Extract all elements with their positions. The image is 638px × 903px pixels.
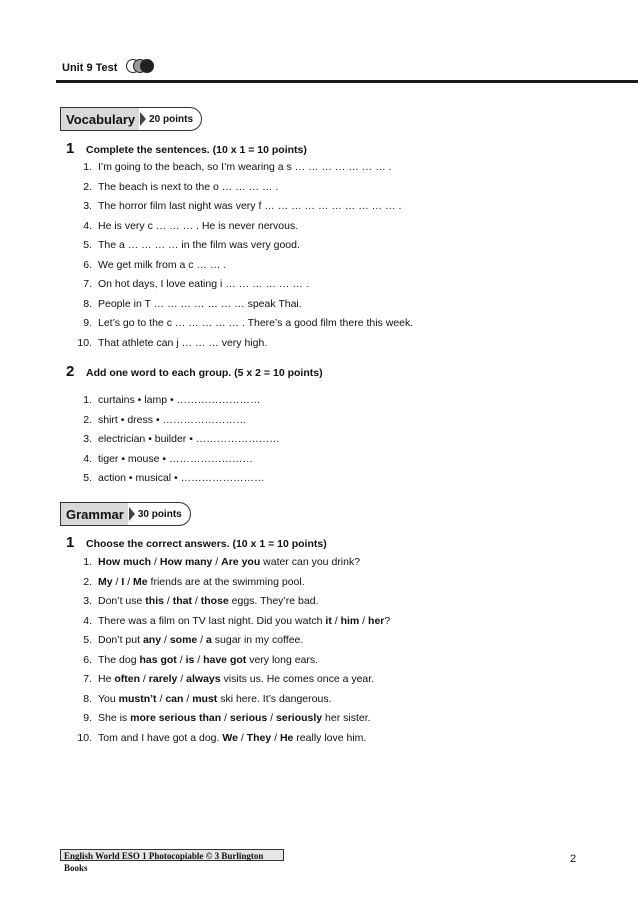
header-rule bbox=[56, 80, 638, 83]
page-number: 2 bbox=[570, 853, 577, 865]
item-text: Don’t use this / that / those eggs. They’re bad. bbox=[98, 595, 319, 607]
list-item bbox=[72, 615, 390, 627]
copyright-footer: English World ESO 1 Photocopiable © 3 Burlington Books bbox=[60, 849, 284, 861]
item-text: My / I / Me friends are at the swimming pool. bbox=[98, 575, 305, 588]
item-number: 1. bbox=[83, 394, 92, 406]
list-item bbox=[72, 414, 247, 426]
list-item bbox=[72, 673, 374, 685]
item-number: 3. bbox=[83, 595, 92, 607]
item-number: 5. bbox=[83, 472, 92, 484]
item-number: 5. bbox=[83, 239, 92, 251]
item-text: People in T … … … … … … … speak Thai. bbox=[98, 297, 302, 310]
list-item bbox=[72, 712, 371, 724]
item-number: 8. bbox=[83, 692, 92, 705]
list-item bbox=[72, 732, 366, 744]
item-text: tiger • mouse • …………………… bbox=[98, 452, 253, 465]
list-item bbox=[72, 278, 309, 290]
item-number: 7. bbox=[83, 673, 92, 685]
section-points: 30 points bbox=[137, 508, 182, 520]
list-item bbox=[72, 337, 267, 349]
item-number: 4. bbox=[83, 219, 92, 232]
exercise-instruction: Complete the sentences. (10 x 1 = 10 points) bbox=[86, 144, 307, 156]
item-number: 6. bbox=[83, 258, 92, 271]
list-item bbox=[72, 433, 280, 445]
vocab-exercise-1-heading bbox=[66, 140, 307, 157]
item-number: 1. bbox=[83, 161, 92, 173]
list-item bbox=[72, 394, 261, 406]
item-text: There was a film on TV last night. Did you watch it / him / her? bbox=[98, 614, 391, 627]
item-number: 6. bbox=[83, 653, 92, 666]
item-number: 3. bbox=[83, 200, 92, 212]
item-text: The a … … … … in the film was very good. bbox=[98, 239, 300, 251]
list-item bbox=[72, 239, 300, 251]
item-number: 1. bbox=[83, 556, 92, 568]
unit-title: Unit 9 Test bbox=[62, 62, 118, 74]
list-item bbox=[72, 472, 265, 484]
item-text: How much / How many / Are you water can you drink? bbox=[98, 556, 361, 568]
item-text: The dog has got / is / have got very long ears. bbox=[98, 653, 319, 666]
list-item bbox=[72, 317, 413, 329]
item-text: That athlete can j … … … very high. bbox=[98, 336, 268, 349]
vocabulary-section-tab bbox=[60, 107, 202, 131]
item-text: She is more serious than / serious / seriously her sister. bbox=[98, 712, 371, 724]
grammar-exercise-1-heading bbox=[66, 534, 327, 551]
item-text: You mustn’t / can / must ski here. It’s dangerous. bbox=[98, 692, 332, 705]
item-text: Let’s go to the c … … … … … . There’s a good film there this week. bbox=[98, 317, 414, 329]
item-number: 4. bbox=[83, 452, 92, 465]
item-number: 8. bbox=[83, 297, 92, 310]
unit-dots-icon bbox=[126, 59, 154, 73]
item-number: 9. bbox=[83, 317, 92, 329]
section-name: Vocabulary bbox=[60, 108, 139, 130]
list-item bbox=[72, 693, 331, 705]
list-item bbox=[72, 181, 278, 193]
list-item bbox=[72, 556, 360, 568]
item-text: He is very c … … … . He is never nervous. bbox=[98, 219, 299, 232]
item-number: 9. bbox=[83, 712, 92, 724]
item-text: The horror film last night was very f … … … … … … … … … … . bbox=[98, 200, 402, 212]
item-number: 4. bbox=[83, 614, 92, 627]
exercise-instruction: Choose the correct answers. (10 x 1 = 10 points) bbox=[86, 538, 327, 550]
vocab-exercise-2-heading bbox=[66, 363, 323, 380]
arrow-icon bbox=[140, 112, 146, 126]
item-number: 2. bbox=[83, 413, 92, 426]
list-item bbox=[72, 654, 318, 666]
item-text: action • musical • …………………… bbox=[98, 472, 265, 484]
list-item bbox=[72, 634, 303, 646]
item-text: Don’t put any / some / a sugar in my coffee. bbox=[98, 634, 304, 646]
exercise-number: 1 bbox=[66, 534, 75, 551]
list-item bbox=[72, 220, 298, 232]
item-text: We get milk from a c … … . bbox=[98, 258, 227, 271]
item-text: curtains • lamp • …………………… bbox=[98, 394, 261, 406]
grammar-section-tab bbox=[60, 502, 191, 526]
list-item bbox=[72, 200, 401, 212]
item-number: 2. bbox=[83, 180, 92, 193]
list-item bbox=[72, 298, 302, 310]
item-number: 2. bbox=[83, 575, 92, 588]
exercise-number: 2 bbox=[66, 363, 75, 380]
item-text: Tom and I have got a dog. We / They / He really love him. bbox=[98, 731, 367, 744]
list-item bbox=[72, 161, 392, 173]
item-text: The beach is next to the o … … … … . bbox=[98, 180, 279, 193]
item-text: shirt • dress • …………………… bbox=[98, 413, 247, 426]
section-name: Grammar bbox=[60, 503, 128, 525]
list-item bbox=[72, 595, 318, 607]
item-number: 10. bbox=[77, 336, 92, 349]
item-number: 7. bbox=[83, 278, 92, 290]
arrow-icon bbox=[129, 507, 135, 521]
item-text: I’m going to the beach, so I’m wearing a s … … … … … … … . bbox=[98, 161, 392, 173]
item-number: 10. bbox=[77, 731, 92, 744]
item-text: He often / rarely / always visits us. He comes once a year. bbox=[98, 673, 375, 685]
item-number: 3. bbox=[83, 433, 92, 445]
item-text: electrician • builder • …………………… bbox=[98, 433, 280, 445]
list-item bbox=[72, 453, 253, 465]
list-item bbox=[72, 259, 226, 271]
exercise-number: 1 bbox=[66, 140, 75, 157]
section-points: 20 points bbox=[149, 113, 194, 125]
item-text: On hot days, I love eating i … … … … … … . bbox=[98, 278, 309, 290]
list-item bbox=[72, 576, 305, 588]
item-number: 5. bbox=[83, 634, 92, 646]
exercise-instruction: Add one word to each group. (5 x 2 = 10 points) bbox=[86, 367, 323, 379]
